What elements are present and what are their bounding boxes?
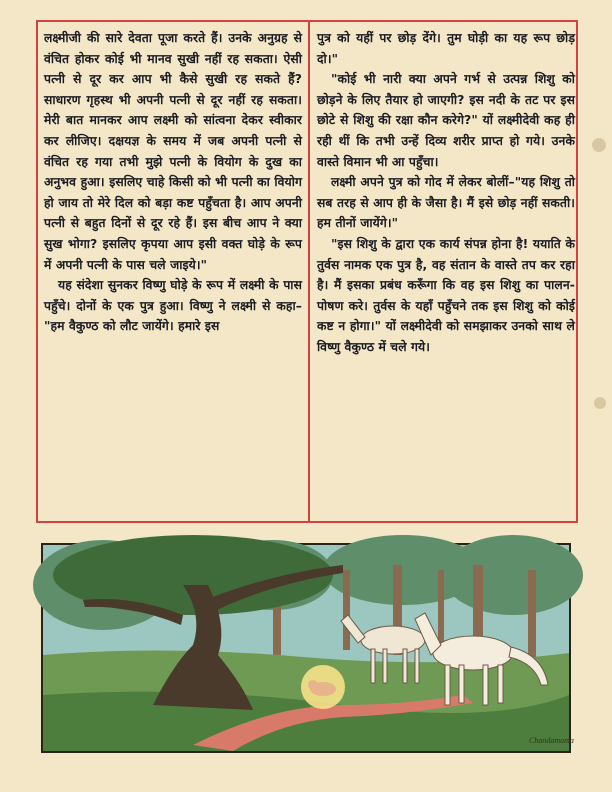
right-paragraph-3: लक्ष्मी अपने पुत्र को गोद में लेकर बोलीं–"यह शिशु तो सब तरह से आप ही के जैसा है। मैं इसे छोड़ नहीं सकती। हम तीनों जायेंगे।" (317, 175, 575, 231)
right-paragraph-4: "इस शिशु के द्वारा एक कार्य संपन्न होना है! ययाति के तुर्वस नामक एक पुत्र है, वह संतान के वास्ते तप कर रहा है। मैं इसका प्रबंध करूँगा कि वह इस शिशु का पालन-पोषण करे। तुर्वस के यहाँ पहुँचने तक इस शिशु को कोई कष्ट न होगा।" यों लक्ष्मीदेवी को समझाकर उनको साथ ले विष्णु वैकुण्ठ में चले गये। (317, 236, 575, 354)
page-edge-stain (592, 138, 606, 152)
page-edge-stain (594, 397, 606, 409)
left-paragraph-1: लक्ष्मीजी की सारे देवता पूजा करते हैं। उनके अनुग्रह से वंचित होकर कोई भी मानव सुखी नहीं रह सकता। ऐसी पत्नी से दूर कर आप भी कैसे सुखी रह सकते हैं? साधारण गृहस्थ भी अपनी पत्नी से दूर नहीं रह सकता। मेरी बात मानकर आप लक्ष्मी को सांत्वना देकर स्वीकार कर लीजिए। दक्षयज्ञ के समय में जब अपनी पत्नी से वंचित रह गया तभी मुझे पत्नी के वियोग के दुख का अनुभव हुआ। इसलिए चाहे किसी को भी पत्नी का वियोग हो जाय तो मेरे दिल को बड़ा कष्ट पहुँचता है। आप अपनी पत्नी से बहुत दिनों से दूर रहे हैं। इस बीच आप ने क्या सुख भोगा? इसलिए कृपया आप इसी वक्त घोड़े के रूप में अपनी पत्नी के पास चले जाइये।" (44, 31, 302, 272)
right-column (317, 28, 575, 358)
right-paragraph-2: "कोई भी नारी क्या अपने गर्भ से उत्पन्न शिशु को छोड़ने के लिए तैयार हो जाएगी? इस नदी के तट पर इस छोटे से शिशु की रक्षा कौन करेगे?" यों लक्ष्मीदेवी कह ही रही थीं कि तभी उन्हें दिव्य शरीर प्राप्त हो गये। उनके वास्ते विमान भी आ पहुँचा। (317, 72, 575, 169)
left-paragraph-2: यह संदेशा सुनकर विष्णु घोड़े के रूप में लक्ष्मी के पास पहुँचे। दोनों के एक पुत्र हुआ। विष्णु ने लक्ष्मी से कहा– "हम वैकुण्ठ को लौट जायेंगे। हमारे इस (44, 278, 302, 334)
forest-scene (43, 545, 574, 751)
left-column (44, 28, 302, 337)
right-paragraph-1: पुत्र को यहीं पर छोड़ देंगे। तुम घोड़ी का यह रूप छोड़ दो।" (317, 31, 575, 66)
artist-signature: Chandamama (529, 736, 574, 745)
baby-in-bubble (301, 665, 345, 709)
forest-illustration (41, 543, 574, 753)
text-frame (36, 20, 578, 523)
column-divider (308, 22, 310, 521)
